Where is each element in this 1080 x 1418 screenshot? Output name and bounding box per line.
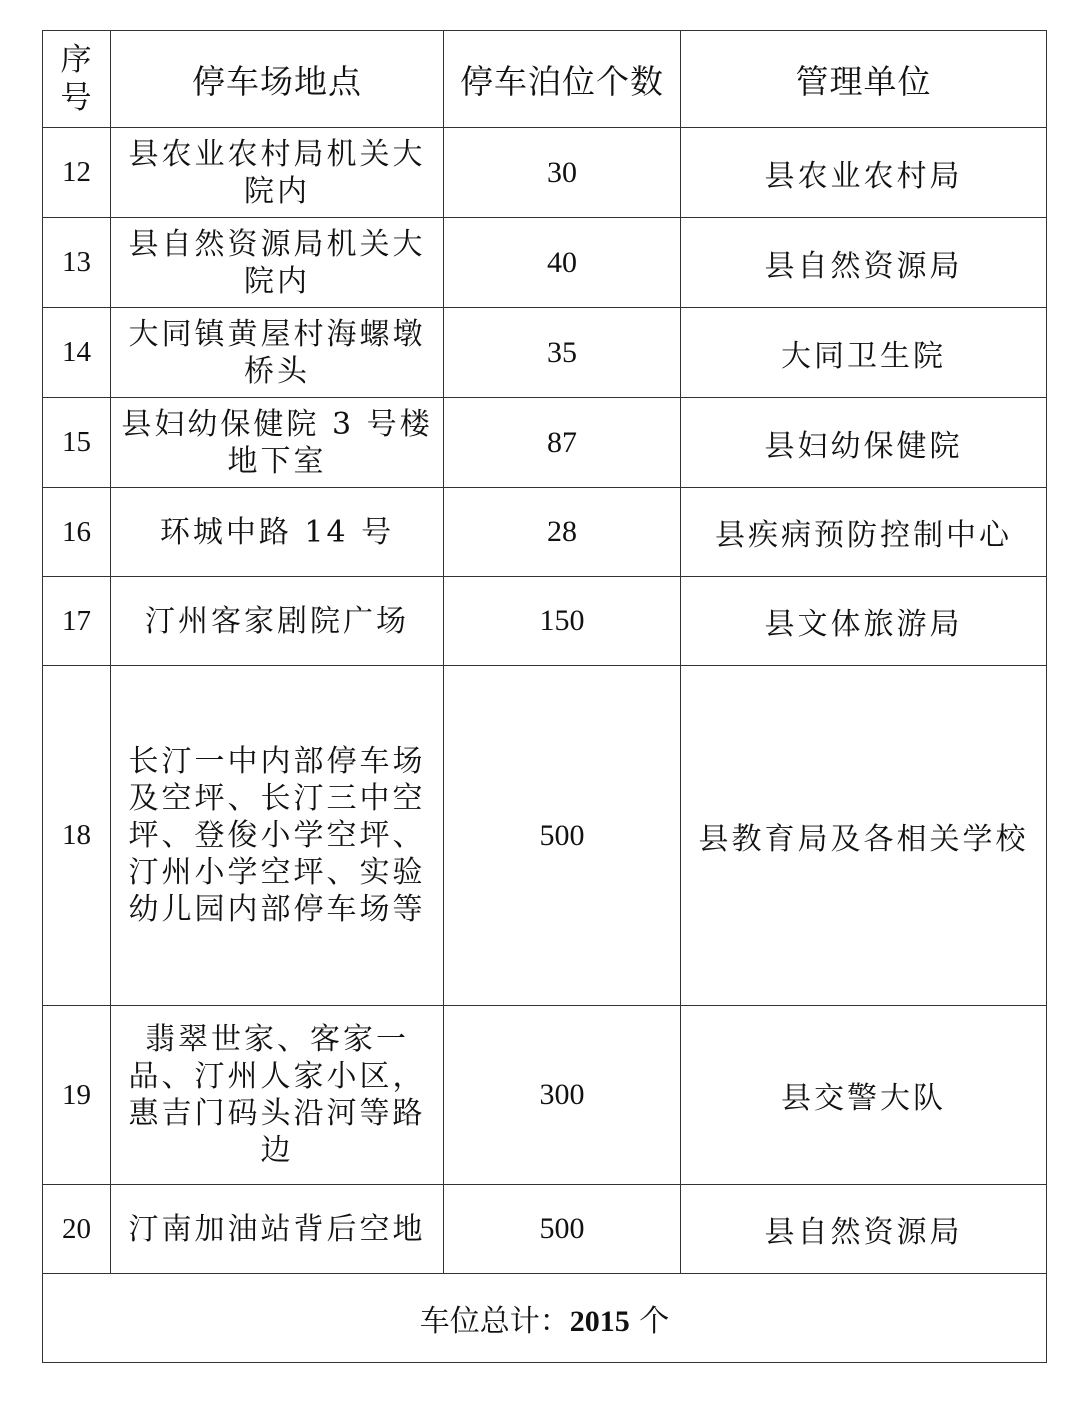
header-serial-line2: 号 (60, 80, 93, 116)
header-location: 停车场地点 (111, 31, 444, 128)
header-serial-line1: 序 (60, 42, 93, 78)
row-number: 13 (43, 218, 111, 308)
row-location: 县农业农村局机关大院内 (111, 128, 444, 218)
parking-table (42, 30, 1047, 1363)
row-location: 汀南加油站背后空地 (111, 1185, 444, 1274)
row-space-count: 300 (444, 1006, 681, 1185)
row-space-count: 150 (444, 577, 681, 666)
row-space-count: 87 (444, 398, 681, 488)
table-row (43, 488, 1047, 577)
row-management-unit: 县自然资源局 (681, 218, 1047, 308)
table-row (43, 218, 1047, 308)
table-row (43, 308, 1047, 398)
table-row (43, 128, 1047, 218)
row-location: 大同镇黄屋村海螺墩桥头 (111, 308, 444, 398)
row-location: 环城中路 14 号 (111, 488, 444, 577)
row-number: 12 (43, 128, 111, 218)
row-space-count: 500 (444, 666, 681, 1006)
row-location: 长汀一中内部停车场及空坪、长汀三中空坪、登俊小学空坪、汀州小学空坪、实验幼儿园内部停车场等 (111, 666, 444, 1006)
row-number: 17 (43, 577, 111, 666)
row-location: 汀州客家剧院广场 (111, 577, 444, 666)
row-space-count: 30 (444, 128, 681, 218)
row-space-count: 40 (444, 218, 681, 308)
header-row (43, 31, 1047, 128)
row-location: 县妇幼保健院 3 号楼地下室 (111, 398, 444, 488)
row-number: 20 (43, 1185, 111, 1274)
row-location: 县自然资源局机关大院内 (111, 218, 444, 308)
table-row (43, 577, 1047, 666)
header-management-unit: 管理单位 (681, 31, 1047, 128)
row-number: 19 (43, 1006, 111, 1185)
row-number: 18 (43, 666, 111, 1006)
row-space-count: 500 (444, 1185, 681, 1274)
total-cell (43, 1274, 1047, 1363)
row-number: 14 (43, 308, 111, 398)
row-management-unit: 县交警大队 (681, 1006, 1047, 1185)
total-row (43, 1274, 1047, 1363)
row-space-count: 35 (444, 308, 681, 398)
table-row (43, 1185, 1047, 1274)
total-label: 车位总计： (419, 1304, 570, 1339)
row-management-unit: 县自然资源局 (681, 1185, 1047, 1274)
row-management-unit: 县疾病预防控制中心 (681, 488, 1047, 577)
total-suffix: 个 (629, 1304, 670, 1339)
total-value: 2015 (569, 1305, 630, 1338)
row-management-unit: 县教育局及各相关学校 (681, 666, 1047, 1006)
row-number: 16 (43, 488, 111, 577)
row-space-count: 28 (444, 488, 681, 577)
header-serial-number (43, 31, 111, 128)
row-management-unit: 大同卫生院 (681, 308, 1047, 398)
table-row (43, 666, 1047, 1006)
table-row (43, 1006, 1047, 1185)
row-management-unit: 县文体旅游局 (681, 577, 1047, 666)
row-location: 翡翠世家、客家一品、汀州人家小区，惠吉门码头沿河等路边 (111, 1006, 444, 1185)
header-space-count: 停车泊位个数 (444, 31, 681, 128)
table-row (43, 398, 1047, 488)
row-management-unit: 县农业农村局 (681, 128, 1047, 218)
row-number: 15 (43, 398, 111, 488)
row-management-unit: 县妇幼保健院 (681, 398, 1047, 488)
